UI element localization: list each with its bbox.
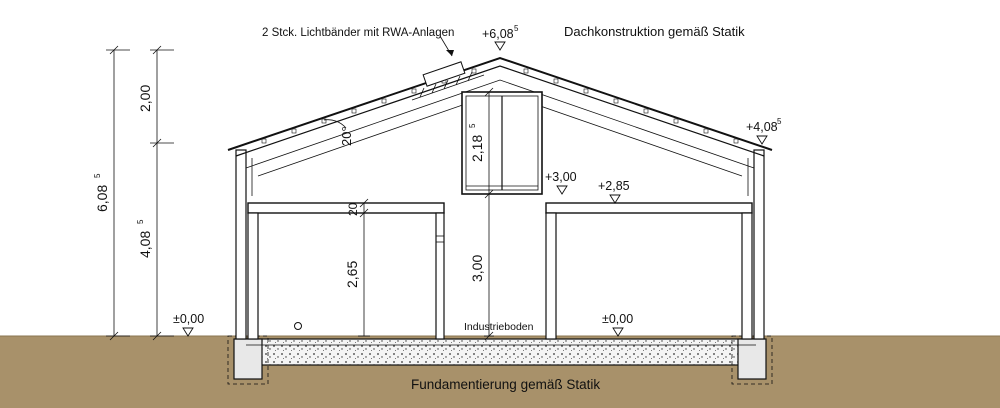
elevation-ridge-sup: 5 [514, 24, 519, 33]
dim-clear-height-center: 3,00 [469, 254, 485, 282]
elevation-deck-bottom: +2,85 [598, 179, 630, 193]
dim-window-height: 2,18 [469, 134, 485, 162]
dim-roof-rise: 2,00 [137, 84, 153, 112]
dim-total: 6,08 [94, 184, 110, 212]
dim-total-sup: 5 [93, 173, 102, 178]
elevation-floor-left: ±0,00 [173, 312, 205, 326]
industrial-floor-label: Industrieboden [464, 321, 534, 333]
right-mezzanine [546, 203, 752, 339]
dim-wall-sup: 5 [136, 219, 145, 224]
elevation-ridge: +6,08 [482, 27, 514, 41]
foundation-label: Fundamentierung gemäß Statik [411, 377, 601, 392]
elevation-eave-sup: 5 [777, 117, 782, 126]
elevation-deck-top: +3,00 [545, 170, 577, 184]
dim-slab: 20 [346, 202, 360, 216]
dim-window-height-sup: 5 [468, 123, 477, 128]
elevation-floor-right: ±0,00 [602, 312, 634, 326]
dim-wall: 4,08 [137, 230, 153, 258]
skylight-leader-arrow [446, 50, 454, 56]
elevation-eave: +4,08 [746, 120, 778, 134]
roof-structure-label: Dachkonstruktion gemäß Statik [564, 24, 745, 39]
skylights-label: 2 Stck. Lichtbänder mit RWA-Anlagen [262, 27, 455, 39]
dim-clear-height-left: 2,65 [344, 260, 360, 288]
dim-roof-angle: 20° [339, 126, 354, 146]
